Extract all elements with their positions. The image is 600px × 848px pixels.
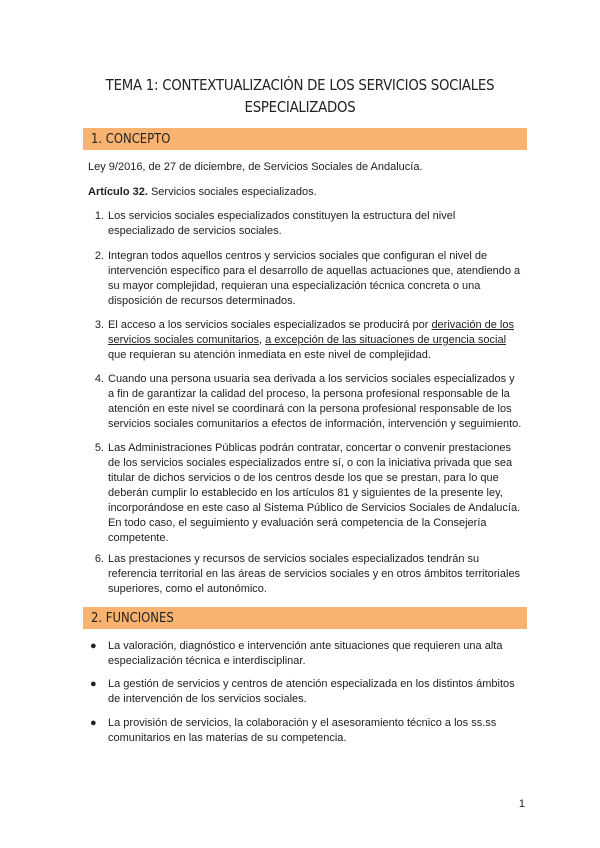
item-line: su mayor complejidad, requieran una especialización técnica concreta o una (108, 280, 481, 292)
title-line-1: TEMA 1: CONTEXTUALIZACIÓN DE LOS SERVICIOS SOCIALES (105, 76, 495, 94)
item-line: La valoración, diagnóstico e intervención ante situaciones que requieren una alta (108, 640, 503, 652)
item-number: 3. (94, 319, 104, 331)
item-line: Cuando una persona usuaria sea derivada a los servicios sociales especializados y (108, 373, 515, 385)
item-line: de los servicios sociales especializados entre sí, o con la iniciativa privada que sea (108, 457, 513, 469)
item-line: superiores, como el autonómico. (108, 583, 267, 595)
item-line: de intervención de los servicios sociales. (108, 693, 307, 705)
item-line: referencia territorial en las áreas de servicios sociales y en otros ámbitos territoriales (108, 568, 521, 580)
item-line: especialización técnica e interdisciplinar. (108, 655, 306, 667)
item-line: competente. (108, 532, 169, 544)
item-line: Integran todos aquellos centros y servicios sociales que configuran el nivel de (108, 250, 488, 262)
item-line: deberán cumplir lo establecido en los artículos 81 y siguientes de la presente ley, (108, 487, 503, 499)
item-text: , (259, 334, 266, 346)
item-line (108, 333, 528, 348)
item-line: comunitarios en las materias de su competencia. (108, 732, 347, 744)
item-line: servicios sociales comunitarios a efectos de información, intervención y seguimiento. (108, 418, 522, 430)
article-heading (88, 185, 317, 200)
item-line: a fin de garantizar la calidad del proceso, la persona profesional responsable de la (108, 388, 510, 400)
article-label: Artículo 32. (88, 186, 148, 198)
section-heading-text: 1. CONCEPTO (91, 131, 171, 147)
underlined-text: servicios sociales comunitarios (108, 334, 259, 346)
title-line-2: ESPECIALIZADOS (244, 98, 356, 116)
item-line: La gestión de servicios y centros de atención especializada en los distintos ámbitos (108, 678, 515, 690)
item-line: Los servicios sociales especializados constituyen la estructura del nivel (108, 210, 456, 222)
underlined-text: derivación de los (431, 319, 514, 331)
bullet-icon: ● (90, 678, 97, 690)
item-number: 4. (94, 373, 104, 385)
item-text: El acceso a los servicios sociales especializados se producirá por (108, 319, 432, 331)
item-line: Las prestaciones y recursos de servicios sociales especializados tendrán su (108, 553, 480, 565)
item-line: incorporándose en este caso al Sistema Público de Servicios Sociales de Andalucía. (108, 502, 521, 514)
item-number: 2. (94, 250, 104, 262)
section-heading-text: 2. FUNCIONES (91, 610, 174, 626)
bullet-icon: ● (90, 640, 97, 652)
page-number: 1 (518, 798, 525, 810)
item-line: que requieran su atención inmediata en este nivel de complejidad. (108, 349, 431, 361)
section-heading-concepto (83, 128, 527, 150)
item-line: especializado de servicios sociales. (108, 225, 282, 237)
item-line: En todo caso, el seguimiento y evaluación será competencia de la Consejería (108, 517, 487, 529)
item-line (108, 318, 528, 333)
item-line: atención en este nivel se coordinará con la persona profesional responsable de los (108, 403, 512, 415)
item-line: La provisión de servicios, la colaboración y el asesoramiento técnico a los ss.ss (108, 717, 497, 729)
item-line: Las Administraciones Públicas podrán contratar, concertar o convenir prestaciones (108, 442, 511, 454)
underlined-text: a excepción de las situaciones de urgencia social (265, 334, 507, 346)
section-heading-funciones (83, 607, 527, 629)
item-line: intervención específico para el desarrollo de aquellas actuaciones que, atendiendo a (108, 265, 521, 277)
law-reference: Ley 9/2016, de 27 de diciembre, de Servicios Sociales de Andalucía. (88, 161, 423, 173)
page-title (102, 74, 498, 118)
item-number: 1. (94, 210, 104, 222)
bullet-icon: ● (90, 717, 97, 729)
item-line: titular de dichos servicios o de los centros desde los que se prestan, para lo que (108, 472, 499, 484)
item-number: 6. (94, 553, 104, 565)
article-text: Servicios sociales especializados. (147, 186, 317, 198)
item-line: disposición de recursos determinados. (108, 295, 296, 307)
item-number: 5. (94, 442, 104, 454)
